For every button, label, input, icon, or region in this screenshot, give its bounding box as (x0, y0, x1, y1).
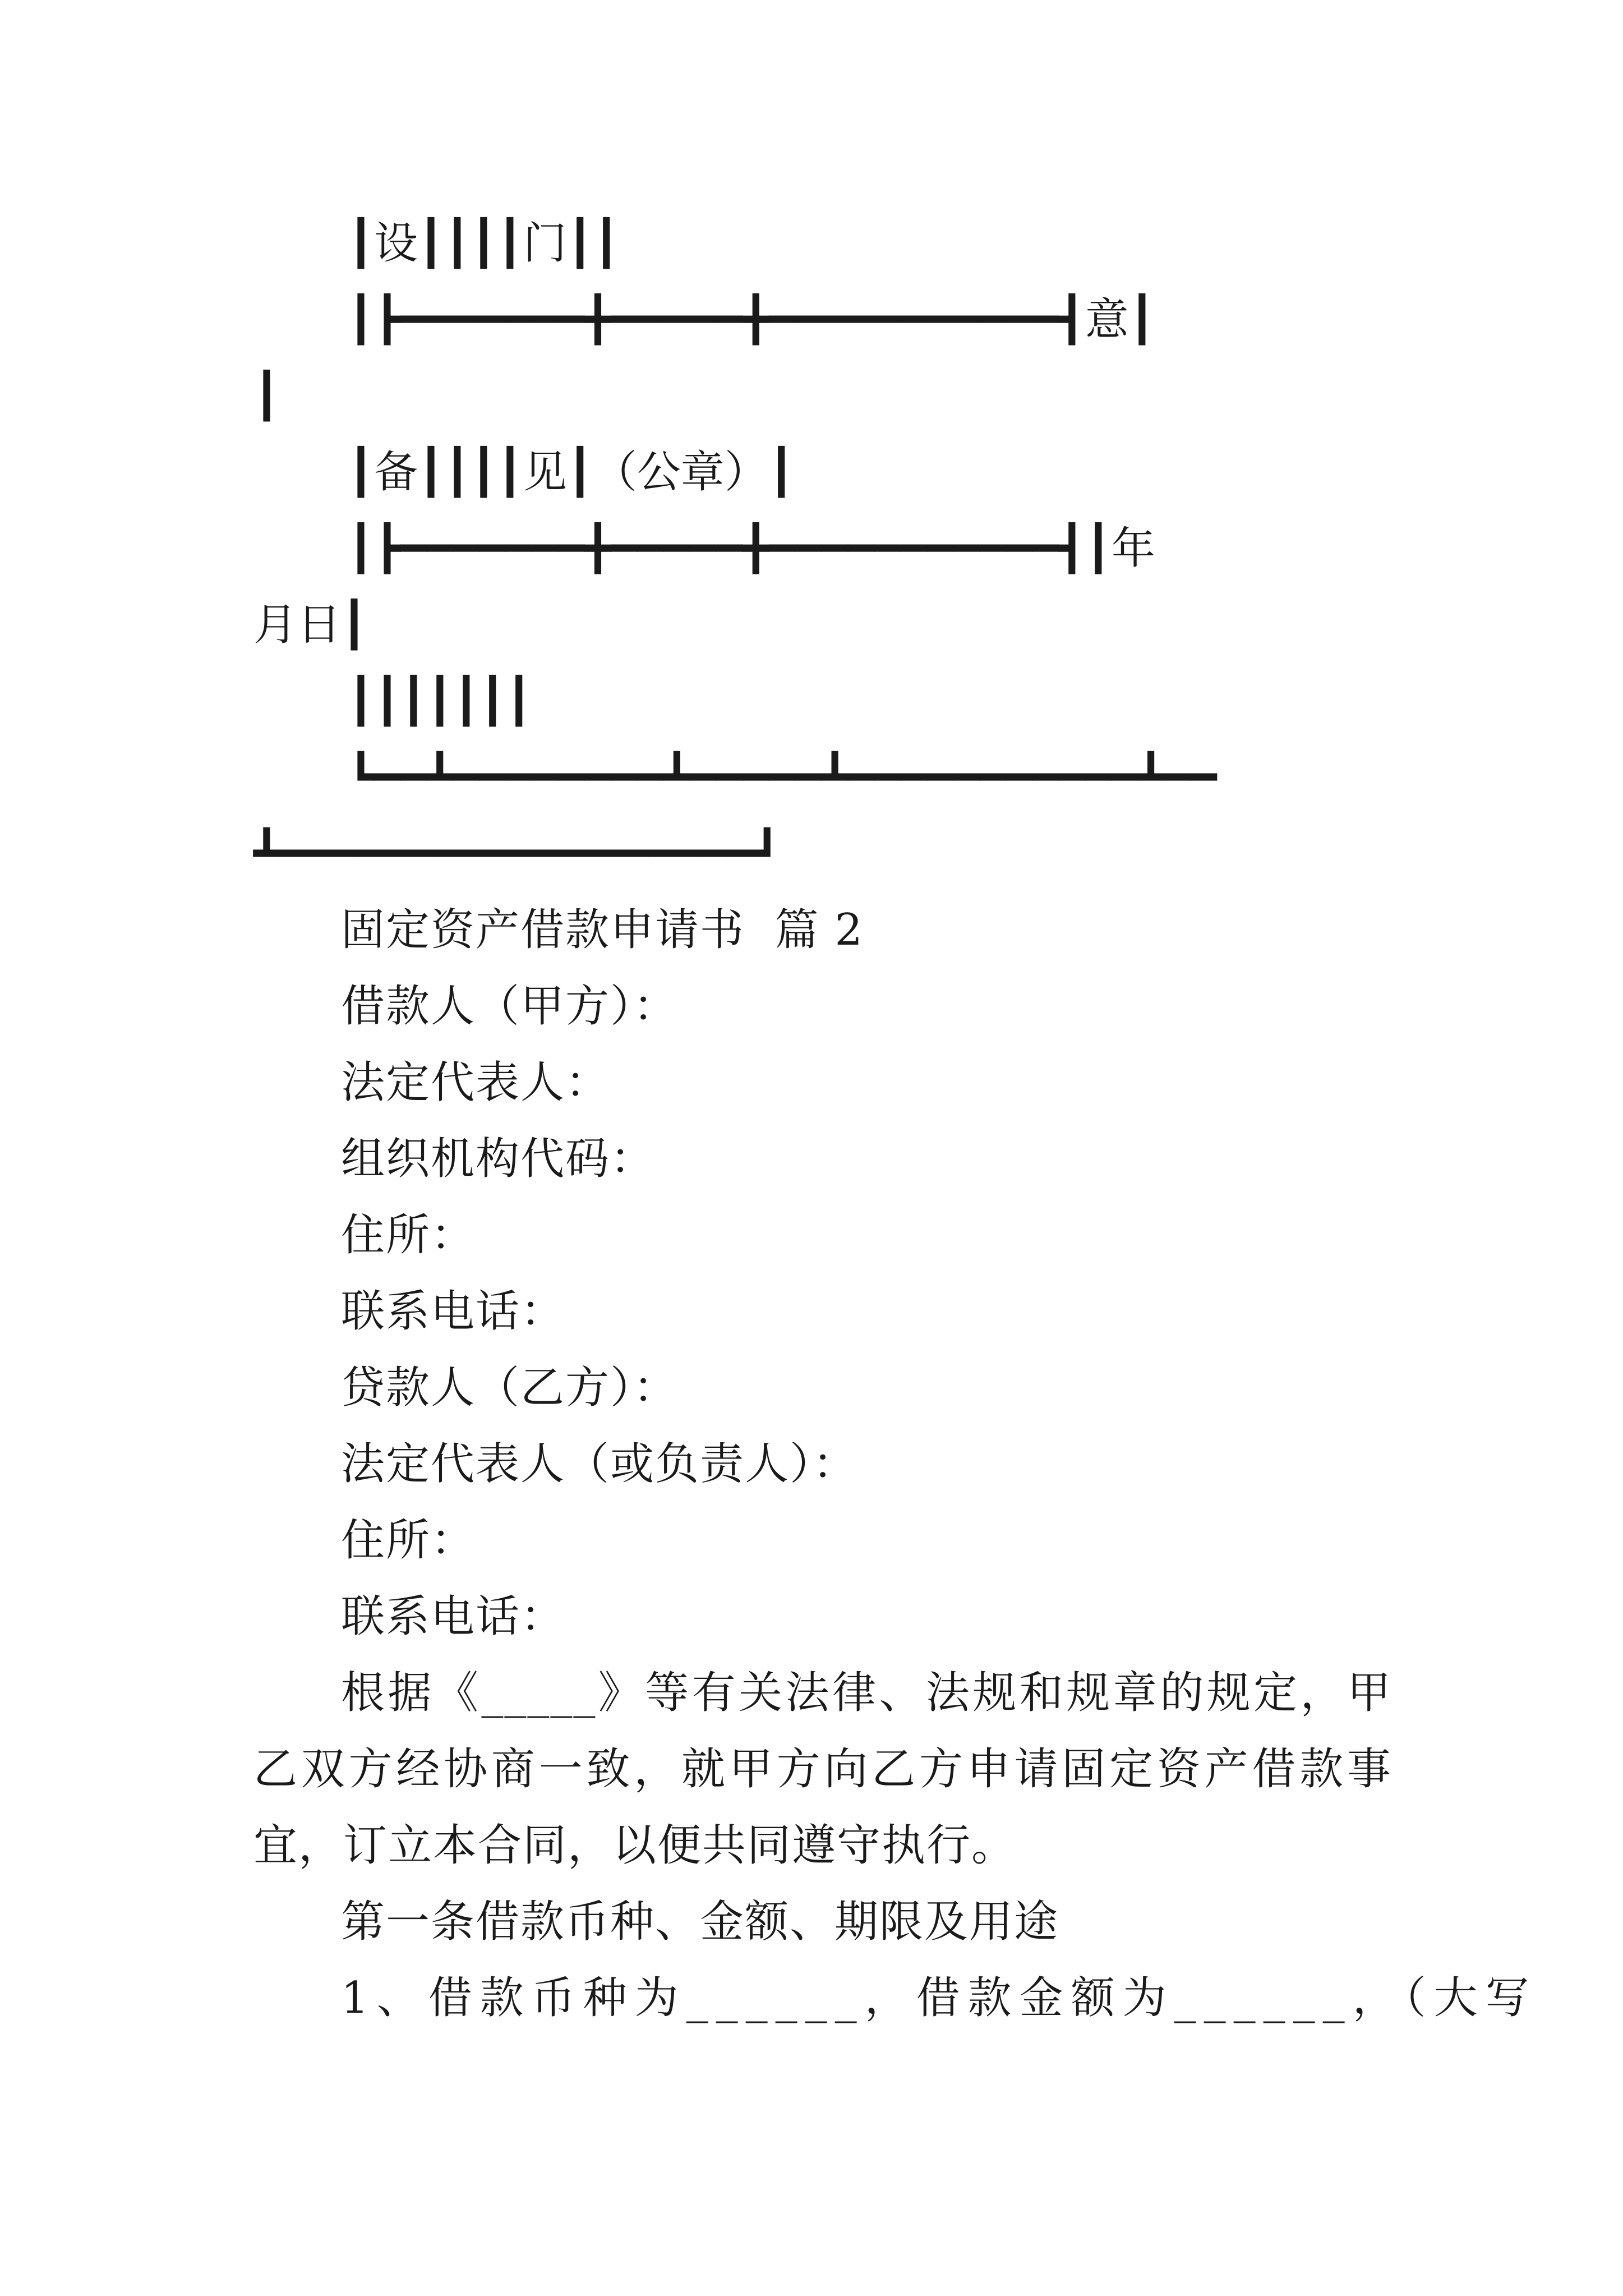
field-organization-code: 组织机构代码： (341, 1134, 656, 1184)
table-row-1: ┃设┃┃┃┃门┃┃ (348, 218, 620, 269)
table-row-4-part-1: ┃┣━━━━━━━╋━━━━━╋━━━━━━━━━━━┫┃年 (348, 523, 1155, 574)
table-row-6-part-2: ┻━━━━━━━━━━━━━━━━━━┛ (253, 829, 781, 879)
intro-paragraph: 根据《_____》等有关法律、法规和规章的规定，甲乙双方经协商一致，就甲方向乙方申请固定资产借款事宜，订立本合同，以便共同遵守执行。 (253, 1668, 1392, 1871)
article-1-item-1: 1、借款币种为______，借款金额为______，（大写 (341, 1973, 1537, 2023)
table-row-2-part-1: ┃┣━━━━━━━╋━━━━━╋━━━━━━━━━━━┫意┃ (348, 295, 1155, 345)
field-address: 住所： (341, 1210, 476, 1260)
field-borrower: 借款人（甲方）： (341, 981, 679, 1032)
field-lender: 贷款人（乙方）： (341, 1363, 679, 1413)
table-row-4-part-2: 月日┃ (253, 600, 367, 650)
field-lender-representative: 法定代表人（或负责人）： (341, 1439, 858, 1489)
table-row-3: ┃备┃┃┃┃见┃（公章）┃ (348, 447, 795, 498)
field-lender-phone: 联系电话： (341, 1591, 566, 1642)
field-phone: 联系电话： (341, 1286, 566, 1337)
field-lender-address: 住所： (341, 1515, 476, 1566)
table-row-2-part-2: ┃ (253, 371, 280, 421)
article-1-heading: 第一条借款币种、金额、期限及用途 (341, 1897, 1059, 1947)
field-legal-representative: 法定代表人： (341, 1057, 611, 1108)
table-row-6-part-1: ┗━━┻━━━━━━━━┻━━━━━┻━━━━━━━━━━━┻━━ (348, 752, 1217, 803)
document-title: 固定资产借款申请书 篇 2 (341, 905, 864, 955)
table-row-5: ┃┃┃┃┃┃┃ (348, 676, 532, 726)
